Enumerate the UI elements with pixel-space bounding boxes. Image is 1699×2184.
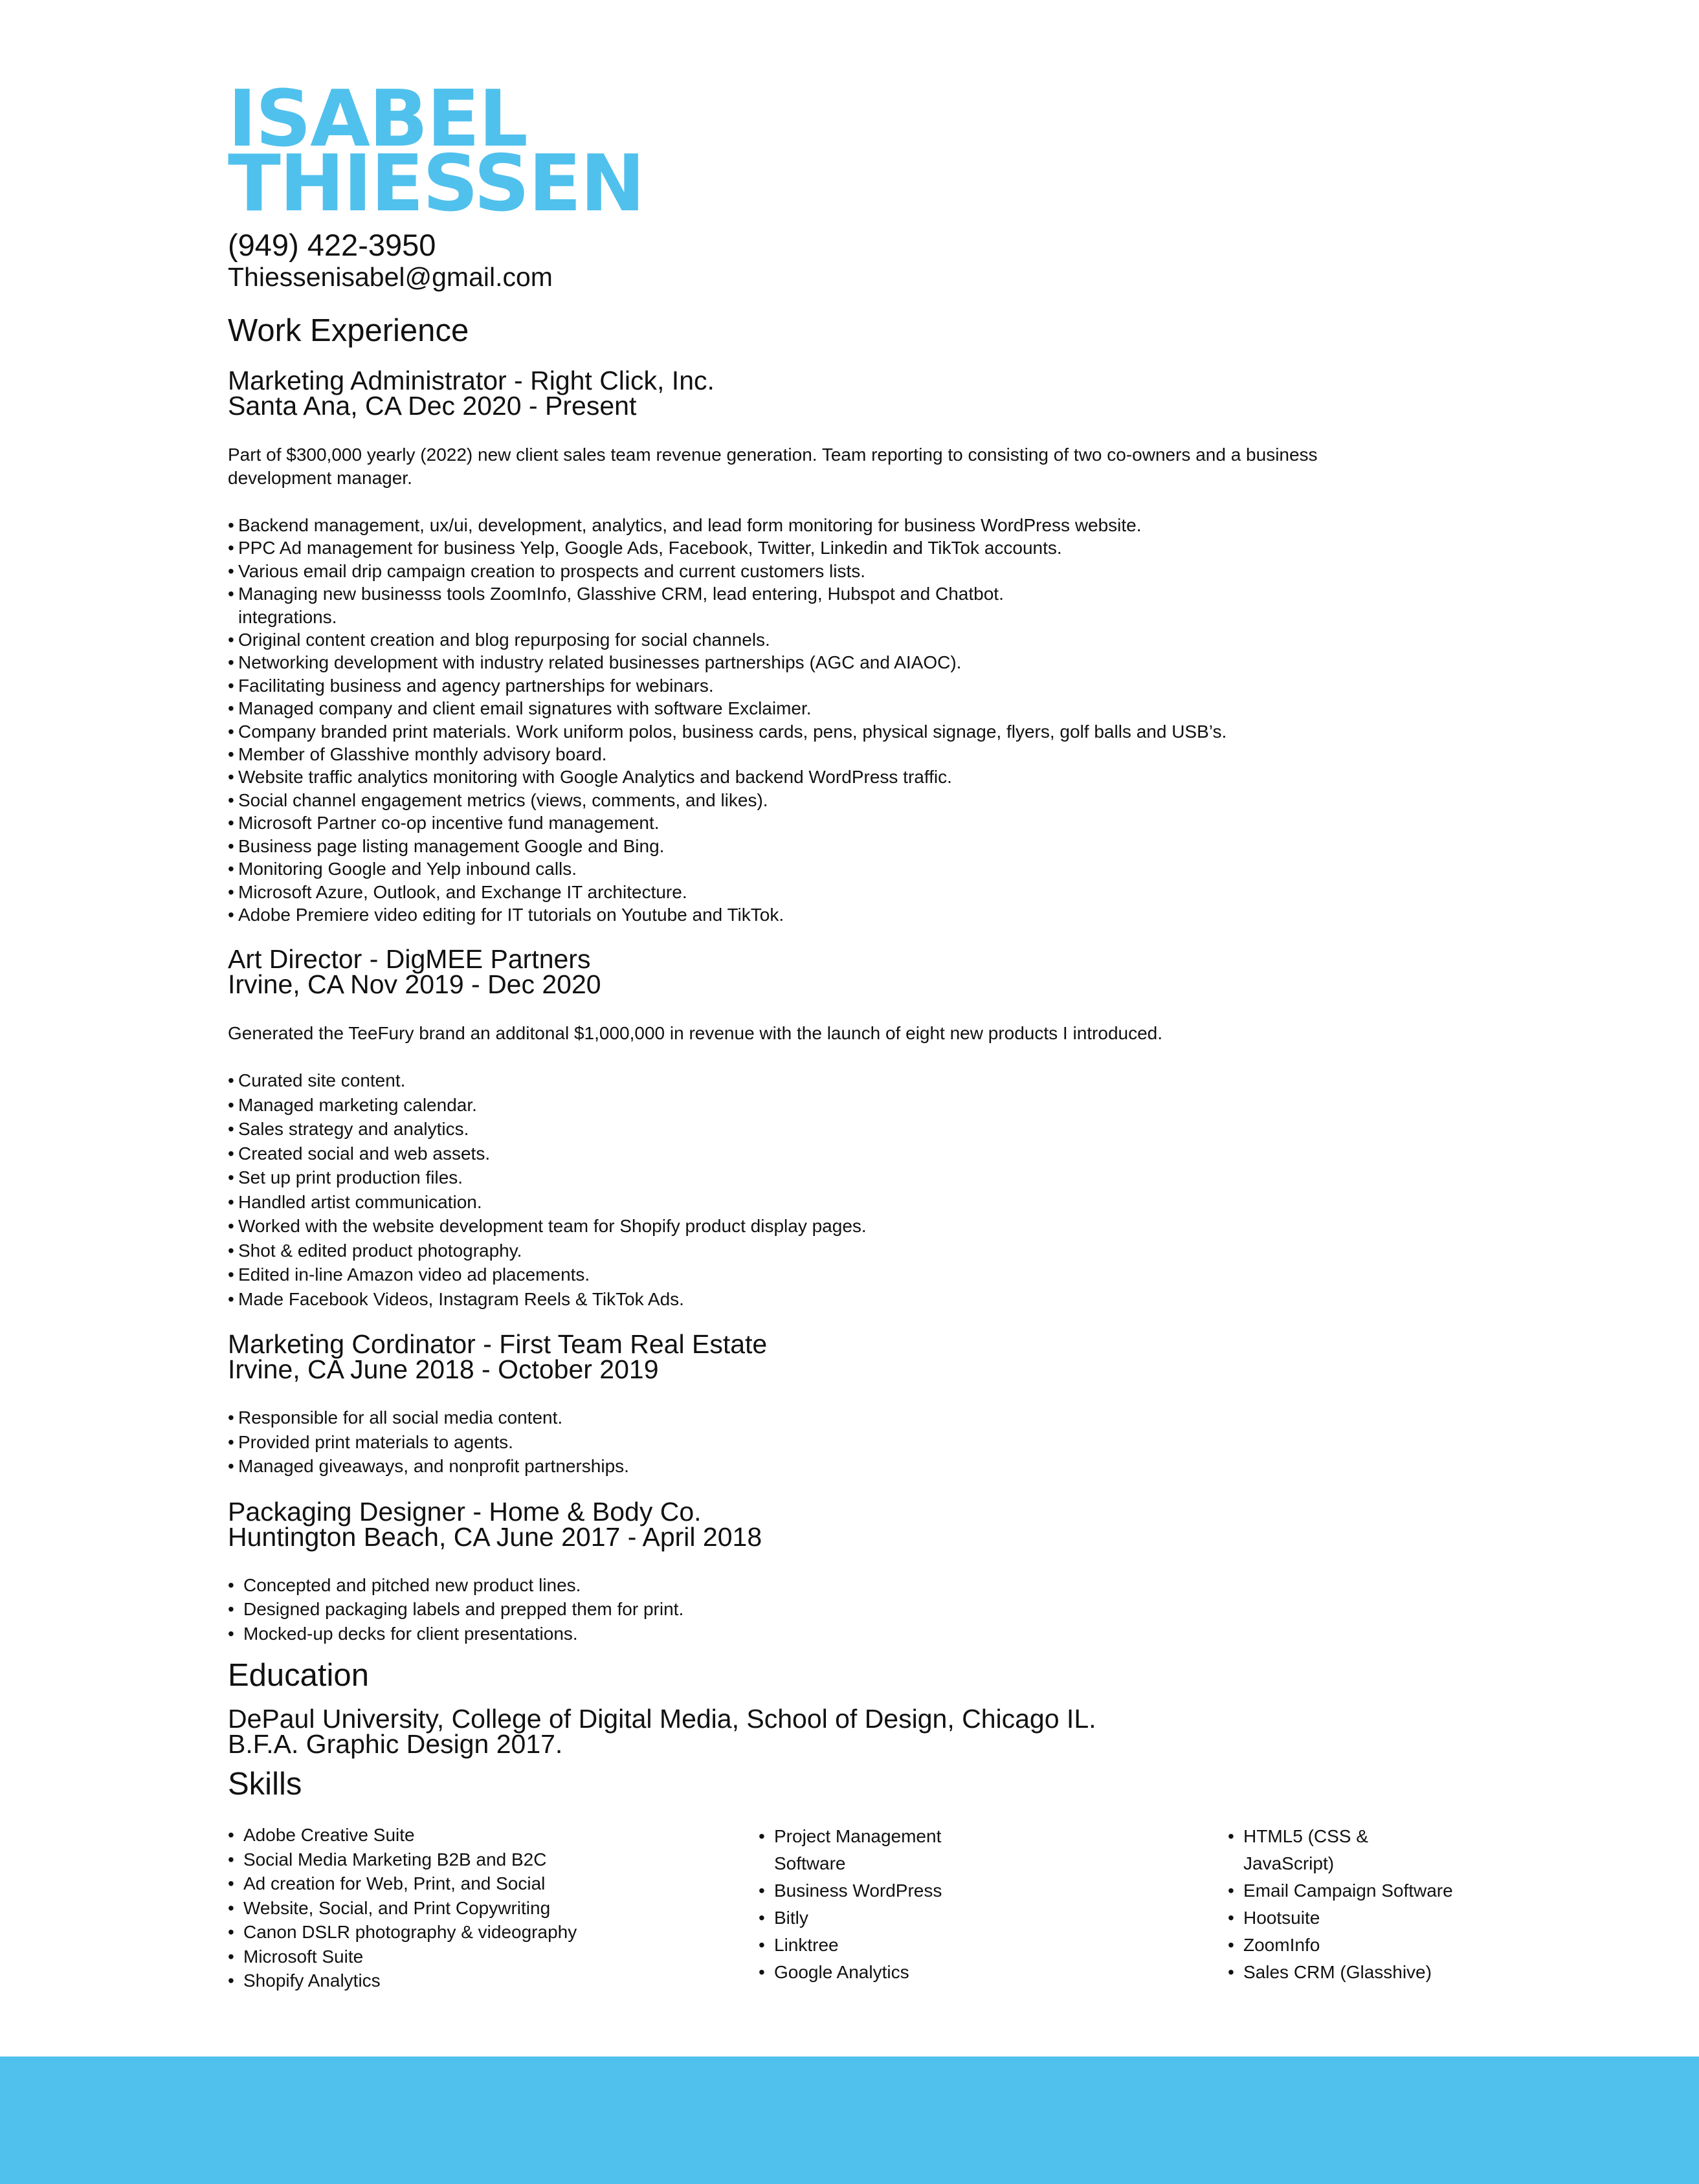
list-item: • Monitoring Google and Yelp inbound calls. (228, 857, 1380, 880)
list-item: • Designed packaging labels and prepped them for print. (228, 1597, 1619, 1622)
list-item: • Responsible for all social media content. (228, 1406, 1619, 1430)
work-experience-heading: Work Experience (228, 313, 469, 348)
skill-item: • Linktree (759, 1932, 1228, 1959)
skill-item: • Bitly (759, 1904, 1228, 1932)
contact-info (228, 228, 1619, 292)
skill-item: • Sales CRM (Glasshive) (1228, 1959, 1500, 1986)
education-entry (228, 1706, 1619, 1757)
skill-item: • Business WordPress (759, 1877, 1228, 1904)
skill-item: • ZoomInfo (1228, 1932, 1500, 1959)
job-location-dates: Huntington Beach, CA June 2017 - April 2018 (228, 1521, 762, 1552)
school-name: DePaul University, College of Digital Media, School of Design, Chicago IL. (228, 1704, 1096, 1734)
degree: B.F.A. Graphic Design 2017. (228, 1729, 563, 1759)
list-item: • Managed company and client email signatures with software Exclaimer. (228, 697, 1380, 720)
list-item: • Backend management, ux/ui, development, analytics, and lead form monitoring for business WordPress website. (228, 514, 1380, 536)
list-item: • Set up print production files. (228, 1165, 1619, 1190)
list-item: • Company branded print materials. Work uniform polos, business cards, pens, physical signage, flyers, golf balls and USB’s. (228, 720, 1380, 743)
skill-item: • Social Media Marketing B2B and B2C (228, 1848, 759, 1872)
job-entry (228, 368, 1619, 926)
job-bullets (228, 1068, 1619, 1311)
list-item: • Curated site content. (228, 1068, 1619, 1093)
list-item: • Shot & edited product photography. (228, 1239, 1619, 1263)
last-name: THIESSEN (228, 139, 644, 229)
skill-item: • Email Campaign Software (1228, 1877, 1500, 1904)
list-item: • Sales strategy and analytics. (228, 1117, 1619, 1142)
education-heading: Education (228, 1658, 369, 1693)
skills-column-1 (228, 1823, 759, 1993)
list-item: • PPC Ad management for business Yelp, Google Ads, Facebook, Twitter, Linkedin and TikTok accounts. (228, 536, 1380, 559)
job-summary: Part of $300,000 yearly (2022) new client sales team revenue generation. Team reporting to consisting of two co-owners and a business development manager. (228, 445, 1318, 488)
list-item: • Concepted and pitched new product lines. (228, 1573, 1619, 1598)
skill-item: • Google Analytics (759, 1959, 1228, 1986)
skills-heading: Skills (228, 1767, 302, 1802)
list-item: • Managed marketing calendar. (228, 1093, 1619, 1118)
skill-item: • Microsoft Suite (228, 1945, 759, 1969)
list-item: • Mocked-up decks for client presentations. (228, 1622, 1619, 1646)
skill-item: • HTML5 (CSS & JavaScript) (1228, 1823, 1379, 1877)
list-item: • Handled artist communication. (228, 1190, 1619, 1215)
job-bullets (228, 1406, 1619, 1479)
skill-item: • Hootsuite (1228, 1904, 1500, 1932)
job-entry (228, 1496, 1619, 1646)
skills-column-3 (1228, 1823, 1500, 1993)
job-bullets (228, 1573, 1619, 1646)
skill-item: • Website, Social, and Print Copywriting (228, 1896, 759, 1921)
candidate-name (228, 74, 1619, 229)
footer-accent-band (0, 2057, 1699, 2184)
list-item: • Worked with the website development team for Shopify product display pages. (228, 1214, 1619, 1239)
list-item: • Various email drip campaign creation to prospects and current customers lists. (228, 560, 1380, 582)
list-item: • Edited in-line Amazon video ad placements. (228, 1263, 1619, 1287)
resume-page (228, 74, 1619, 1993)
list-item: • Managing new businesss tools ZoomInfo, Glasshive CRM, lead entering, Hubspot and Chatbot. integrations. (228, 582, 1073, 628)
list-item: • Business page listing management Google and Bing. (228, 835, 1380, 857)
list-item: • Website traffic analytics monitoring with Google Analytics and backend WordPress traffic. (228, 766, 1380, 788)
skills-columns (228, 1823, 1619, 1993)
job-location-dates: Santa Ana, CA Dec 2020 - Present (228, 391, 637, 421)
skill-item: • Project Management Software (759, 1823, 988, 1877)
list-item: • Original content creation and blog repurposing for social channels. (228, 628, 1380, 651)
list-item: • Microsoft Azure, Outlook, and Exchange IT architecture. (228, 881, 1380, 903)
list-item: • Microsoft Partner co-op incentive fund management. (228, 811, 1380, 834)
job-location-dates: Irvine, CA Nov 2019 - Dec 2020 (228, 969, 601, 1000)
job-title: Marketing Cordinator - First Team Real Estate (228, 1329, 768, 1360)
job-entry (228, 944, 1619, 1311)
job-location-dates: Irvine, CA June 2018 - October 2019 (228, 1354, 659, 1385)
list-item: • Made Facebook Videos, Instagram Reels & TikTok Ads. (228, 1287, 1619, 1312)
skills-column-2 (759, 1823, 1228, 1993)
list-item: • Managed giveaways, and nonprofit partnerships. (228, 1454, 1619, 1479)
list-item: • Provided print materials to agents. (228, 1430, 1619, 1455)
list-item: • Member of Glasshive monthly advisory board. (228, 743, 1380, 766)
list-item: • Networking development with industry related businesses partnerships (AGC and AIAOC). (228, 651, 1380, 674)
job-bullets (228, 514, 1380, 926)
phone-number[interactable]: (949) 422-3950 (228, 228, 436, 262)
skill-item: • Adobe Creative Suite (228, 1823, 759, 1848)
email-address[interactable]: Thiessenisabel@gmail.com (228, 262, 553, 292)
skill-item: • Shopify Analytics (228, 1969, 759, 1993)
job-title: Packaging Designer - Home & Body Co. (228, 1496, 702, 1527)
list-item: • Facilitating business and agency partnerships for webinars. (228, 674, 1380, 697)
job-title: Art Director - DigMEE Partners (228, 944, 591, 975)
first-name: ISABEL (228, 74, 527, 164)
list-item: • Adobe Premiere video editing for IT tutorials on Youtube and TikTok. (228, 903, 1380, 926)
skill-item: • Ad creation for Web, Print, and Social (228, 1871, 759, 1896)
list-item: • Social channel engagement metrics (views, comments, and likes). (228, 789, 1380, 811)
job-entry (228, 1329, 1619, 1479)
job-title: Marketing Administrator - Right Click, Inc. (228, 366, 715, 395)
skill-item: • Canon DSLR photography & videography (228, 1920, 759, 1945)
list-item: • Created social and web assets. (228, 1142, 1619, 1166)
job-summary: Generated the TeeFury brand an additonal $1,000,000 in revenue with the launch of eight new products I introduced. (228, 1023, 1163, 1044)
